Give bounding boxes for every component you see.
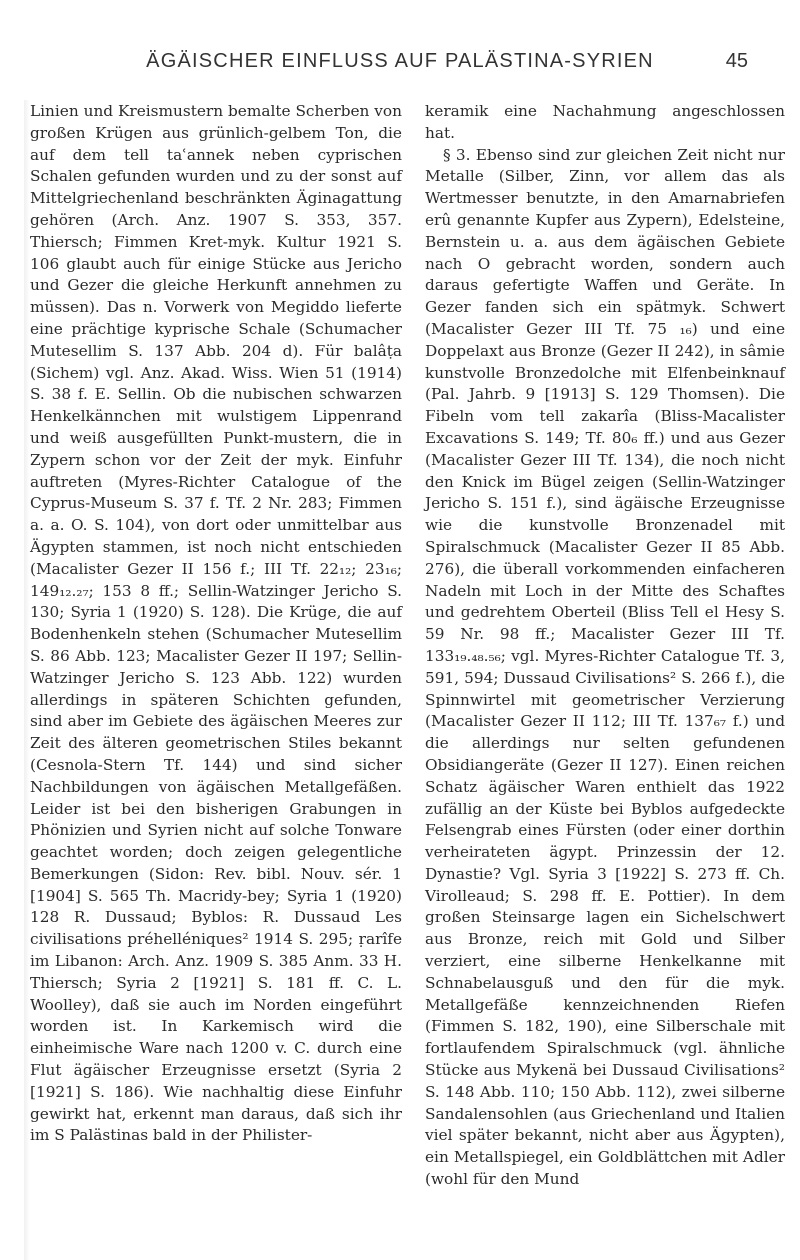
page-number: 45 [725, 50, 748, 72]
right-column-section-3: § 3. Ebenso sind zur gleichen Zeit nicht nur Metalle (Silber, Zinn, vor allem das als Wertmesser benutzte, in den Amarnabriefen erû genannte Kupfer aus Zypern), Edelsteine, Bernstein u. a. aus dem ägäischen Gebiete nach O gebracht worden, sondern auch daraus gefertigte Waffen und Geräte. In Gezer fanden sich ein spätmyk. Schwert (Macalister Gezer III Tf. 75 ₁₆) und eine Doppelaxt aus Bronze (Gezer II 242), in sâmie kunstvolle Bronzedolche mit Elfenbeinknauf (Pal. Jahrb. 9 [1913] S. 129 Thomsen). Die Fibeln vom tell zakarîa (Bliss-Macalister Excavations S. 149; Tf. 80₆ ff.) und aus Gezer (Macalister Gezer III Tf. 134), die noch nicht den Knick im Bügel zeigen (Sellin-Watzinger Jericho S. 151 f.), sind ägäische Erzeugnisse wie die kunstvolle Bronzenadel mit Spiralschmuck (Macalister Gezer II 85 Abb. 276), die überall vorkommenden einfacheren Nadeln mit Loch in der Mitte des Schaftes und gedrehtem Oberteil (Bliss Tell el Hesy S. 59 Nr. 98 ff.; Macalister Gezer III Tf. 133₁₉.₄₈.₅₆; vgl. Myres-Richter Catalogue Tf. 3, 591, 594; Dussaud Civilisations² S. 266 f.), die Spinnwirtel mit geometrischer Verzierung (Macalister Gezer II 112; III Tf. 137₆₇ f.) und die allerdings nur selten gefundenen Obsidiangeräte (Gezer II 127). Einen reichen Schatz ägäischer Waren enthielt das 1922 zufällig an der Küste bei Byblos aufgedeckte Felsengrab eines Fürsten (oder einer dorthin verheirateten ägypt. Prinzessin der 12. Dynastie? Vgl. Syria 3 [1922] S. 273 ff. Ch. Virolleaud; S. 298 ff. E. Pottier). In dem großen Steinsarge lagen ein Sichelschwert aus Bronze, reich mit Gold und Silber verziert, eine silberne Henkelkanne mit Schnabelausguß und den für die myk. Metallgefäße kennzeichnenden Riefen (Fimmen S. 182, 190), eine Silberschale mit fortlaufendem Spiralschmuck (vgl. ähnliche Stücke aus Mykenä bei Dussaud Civilisations² S. 148 Abb. 110; 150 Abb. 112), zwei silberne Sandalensohlen (aus Griechenland und Italien viel später bekannt, nicht aber aus Ägypten), ein Metallspiegel, ein Goldblättchen mit Adler (wohl für den Mund [425, 145, 785, 1189]
left-column [30, 101, 402, 1147]
right-column-continuation: keramik eine Nachahmung angeschlossen hat. [425, 102, 785, 142]
running-head [0, 50, 800, 80]
right-column [425, 101, 785, 1191]
left-column-paragraph: Linien und Kreismustern bemalte Scherben von großen Krügen aus grünlich-gelbem Ton, die auf dem tell taʿannek neben cyprischen Schalen gefunden wurden und zu der sonst auf Mittelgriechenland beschränkten Äginagattung gehören (Arch. Anz. 1907 S. 353, 357. Thiersch; Fimmen Kret-myk. Kultur 1921 S. 106 glaubt auch für einige Stücke aus Jericho und Gezer die gleiche Herkunft annehmen zu müssen). Das n. Vorwerk von Megiddo lieferte eine prächtige kyprische Schale (Schumacher Mutesellim S. 137 Abb. 204 d). Für balâṭa (Sichem) vgl. Anz. Akad. Wiss. Wien 51 (1914) S. 38 f. E. Sellin. Ob die nubischen schwarzen Henkelkännchen mit wulstigem Lippenrand und weiß ausgefüllten Punkt-mustern, die in Zypern schon vor der Zeit der myk. Einfuhr auftreten (Myres-Richter Catalogue of the Cyprus-Museum S. 37 f. Tf. 2 Nr. 283; Fimmen a. a. O. S. 104), von dort oder unmittelbar aus Ägypten stammen, ist noch nicht entschieden (Macalister Gezer II 156 f.; III Tf. 22₁₂; 23₁₆; 149₁₂.₂₇; 153 8 ff.; Sellin-Watzinger Jericho S. 130; Syria 1 (1920) S. 128). Die Krüge, die auf Bodenhenkeln stehen (Schumacher Mutesellim S. 86 Abb. 123; Macalister Gezer II 197; Sellin-Watzinger Jericho S. 123 Abb. 122) wurden allerdings in späteren Schichten gefunden, sind aber im Gebiete des ägäischen Meeres zur Zeit des älteren geometrischen Stiles bekannt (Cesnola-Stern Tf. 144) und sind sicher Nachbildungen von ägäischen Metallgefäßen. Leider ist bei den bisherigen Grabungen in Phönizien und Syrien nicht auf solche Tonware geachtet worden; doch zeigen gelegentliche Bemerkungen (Sidon: Rev. bibl. Nouv. sér. 1 [1904] S. 565 Th. Macridy-bey; Syria 1 (1920) 128 R. Dussaud; Byblos: R. Dussaud Les civilisations préhelléniques² 1914 S. 295; ṛarîfe im Libanon: Arch. Anz. 1909 S. 385 Anm. 33 H. Thiersch; Syria 2 [1921] S. 181 ff. C. L. Woolley), daß sie auch im Norden eingeführt worden ist. In Karkemisch wird die einheimische Ware nach 1200 v. C. durch eine Flut ägäischer Erzeugnisse ersetzt (Syria 2 [1921] S. 186). Wie nachhaltig diese Einfuhr gewirkt hat, erkennt man daraus, daß sich ihr im S Palästinas bald in der Philister- [30, 102, 402, 1145]
running-title: ÄGÄISCHER EINFLUSS AUF PALÄSTINA-SYRIEN [146, 50, 654, 72]
